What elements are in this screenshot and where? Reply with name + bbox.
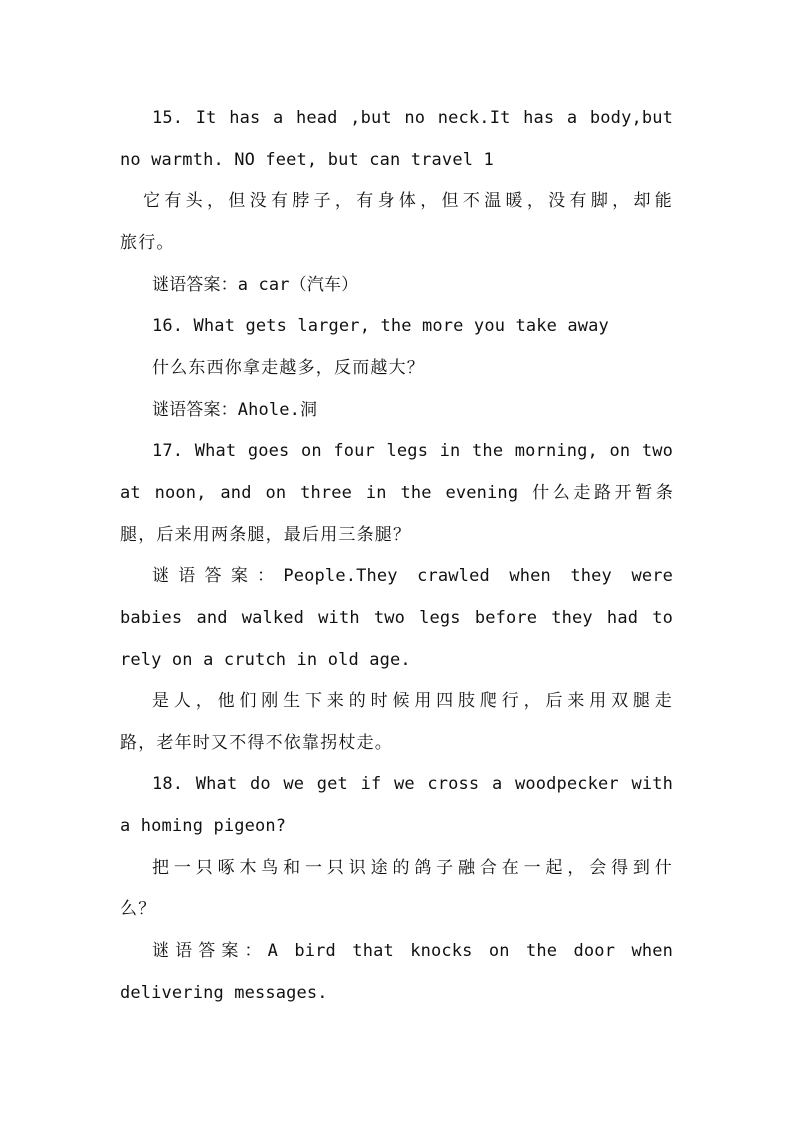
riddle-18-question-line-1: 18. What do we get if we cross a woodpecker with xyxy=(152,774,673,794)
riddle-18-answer-line-1: 谜语答案：A bird that knocks on the door when xyxy=(152,941,673,961)
riddle-18-chinese-line-1: 把一只啄木鸟和一只识途的鸽子融合在一起，会得到什 xyxy=(152,858,673,878)
riddle-17-answer-line-2: babies and walked with two legs before they had to xyxy=(120,608,673,628)
riddle-18-chinese-line-2: 么？ xyxy=(120,899,157,919)
riddle-17-chinese-line-2: 路，老年时又不得不依靠拐杖走。 xyxy=(120,733,393,753)
riddle-18-question-line-2: a homing pigeon? xyxy=(120,816,287,836)
riddle-16-chinese: 什么东西你拿走越多，反而越大？ xyxy=(152,358,425,378)
riddle-17-question-line-2: at noon, and on three in the evening 什么走路开暂条 xyxy=(120,483,673,503)
riddle-17-question-line-1: 17. What goes on four legs in the morning, on two xyxy=(152,441,673,461)
riddle-17-answer-line-3: rely on a crutch in old age. xyxy=(120,650,411,670)
riddle-18-answer-line-2: delivering messages. xyxy=(120,983,328,1003)
riddle-16-question: 16. What gets larger, the more you take away xyxy=(152,316,609,336)
riddle-16-answer: 谜语答案：Ahole.洞 xyxy=(152,400,318,420)
riddle-15-chinese-line-2: 旅行。 xyxy=(120,233,175,253)
riddle-17-chinese-line-1: 是人，他们刚生下来的时候用四肢爬行，后来用双腿走 xyxy=(152,691,673,711)
riddle-17-answer-line-1: 谜语答案：People.They crawled when they were xyxy=(152,566,673,586)
riddle-15-question-line-1: 15. It has a head ,but no neck.It has a body,but xyxy=(152,108,673,128)
riddle-15-answer: 谜语答案：a car（汽车） xyxy=(152,275,359,295)
riddle-15-chinese-line-1: 它有头，但没有脖子，有身体，但不温暖，没有脚，却能 xyxy=(143,191,673,211)
riddle-17-question-line-3: 腿，后来用两条腿，最后用三条腿？ xyxy=(120,525,412,545)
riddle-15-question-line-2: no warmth. NO feet, but can travel 1 xyxy=(120,150,494,170)
